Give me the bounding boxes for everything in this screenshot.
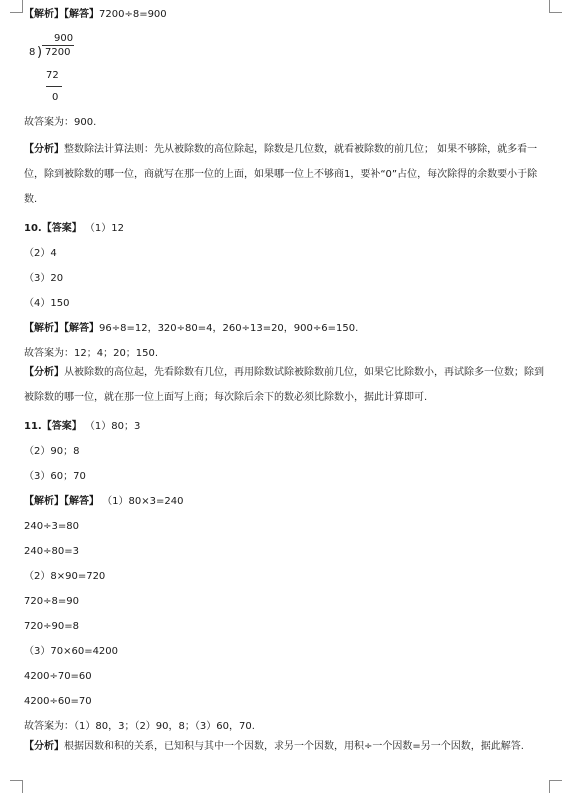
text-line (24, 347, 158, 361)
line-text: 4200÷70=60 (24, 671, 92, 682)
section-tag: 【解析】【解答】 (24, 9, 99, 20)
line-text: （4）150 (24, 298, 70, 309)
line-text: （2）8×90=720 (24, 571, 106, 582)
section-tag: 【分析】 (24, 144, 64, 155)
analysis-paragraph (24, 734, 548, 759)
section-tag: 10.【答案】 (24, 223, 82, 234)
crop-mark-top-left (10, 0, 23, 13)
line-text: （2）4 (24, 248, 57, 259)
crop-mark-top-right (549, 0, 562, 13)
line-text: 7200÷8=900 (99, 9, 167, 20)
line-text: 240÷3=80 (24, 521, 79, 532)
division-dividend: 7200 (45, 47, 71, 58)
answer-heading (24, 420, 140, 434)
section-tag: 11.【答案】 (24, 421, 82, 432)
line-text: 96÷8=12，320÷80=4，260÷13=20，900÷6=150. (99, 323, 359, 334)
line-text: （3）20 (24, 273, 64, 284)
text-line (24, 695, 92, 709)
line-text: （3）70×60=4200 (24, 646, 119, 657)
division-subtract-line (46, 86, 62, 87)
text-line (24, 520, 79, 534)
division-divisor: 8 (29, 47, 36, 58)
line-text: 故答案为：12；4；20；150. (24, 348, 159, 359)
section-tag: 【解析】【解答】 (24, 496, 99, 507)
text-line (24, 570, 105, 584)
text-line (24, 297, 69, 311)
long-division (24, 30, 94, 110)
text-line (24, 495, 183, 509)
division-bracket: ) (37, 45, 43, 60)
paragraph-text: 根据因数和积的关系，已知积与其中一个因数，求另一个因数，用积÷一个因数=另一个因数，据此解答. (64, 741, 524, 752)
text-line (24, 595, 79, 609)
section-tag: 【解析】【解答】 (24, 323, 99, 334)
text-line (24, 272, 63, 286)
text-line (24, 670, 92, 684)
crop-mark-bottom-left (10, 780, 23, 793)
division-remainder: 0 (52, 92, 59, 103)
text-line (24, 322, 358, 336)
line-text: （2）90；8 (24, 446, 80, 457)
text-line (24, 645, 118, 659)
text-line (24, 545, 79, 559)
line-text: （3）60；70 (24, 471, 86, 482)
paragraph-text: 从被除数的高位起，先看除数有几位，再用除数试除被除数前几位，如果它比除数小，再试除多一位数；除到被除数的哪一位，就在那一位上面写上商；每次除后余下的数必须比除数小，据此计算即可. (24, 367, 544, 403)
text-line (24, 720, 255, 734)
text-line (24, 8, 167, 22)
section-tag: 【分析】 (24, 741, 64, 752)
paragraph-text: 整数除法计算法则：先从被除数的高位除起，除数是几位数，就看被除数的前几位； 如果不够除，就多看一位，除到被除数的哪一位，商就写在那一位的上面，如果哪一位上不够商1，要补“0”占位，每次除得的余数要小于除数. (24, 144, 538, 205)
answer-heading (24, 222, 124, 236)
analysis-paragraph (24, 137, 548, 212)
text-line (24, 620, 79, 634)
section-tag: 【分析】 (24, 367, 64, 378)
division-quotient: 900 (54, 33, 74, 44)
line-text: 故答案为：900. (24, 117, 97, 128)
analysis-paragraph (24, 360, 548, 410)
line-text: 故答案为：（1）80，3；（2）90，8；（3）60，70. (24, 721, 255, 732)
text-line (24, 445, 79, 459)
text-line (24, 247, 57, 261)
line-text: （1）12 (81, 223, 124, 234)
line-text: 240÷80=3 (24, 546, 79, 557)
line-text: （1）80；3 (81, 421, 141, 432)
text-line (24, 116, 96, 130)
line-text: （1）80×3=240 (99, 496, 184, 507)
line-text: 4200÷60=70 (24, 696, 92, 707)
crop-mark-bottom-right (549, 780, 562, 793)
line-text: 720÷90=8 (24, 621, 79, 632)
text-line (24, 470, 86, 484)
line-text: 720÷8=90 (24, 596, 79, 607)
division-bar (42, 45, 74, 46)
division-product: 72 (46, 70, 59, 81)
